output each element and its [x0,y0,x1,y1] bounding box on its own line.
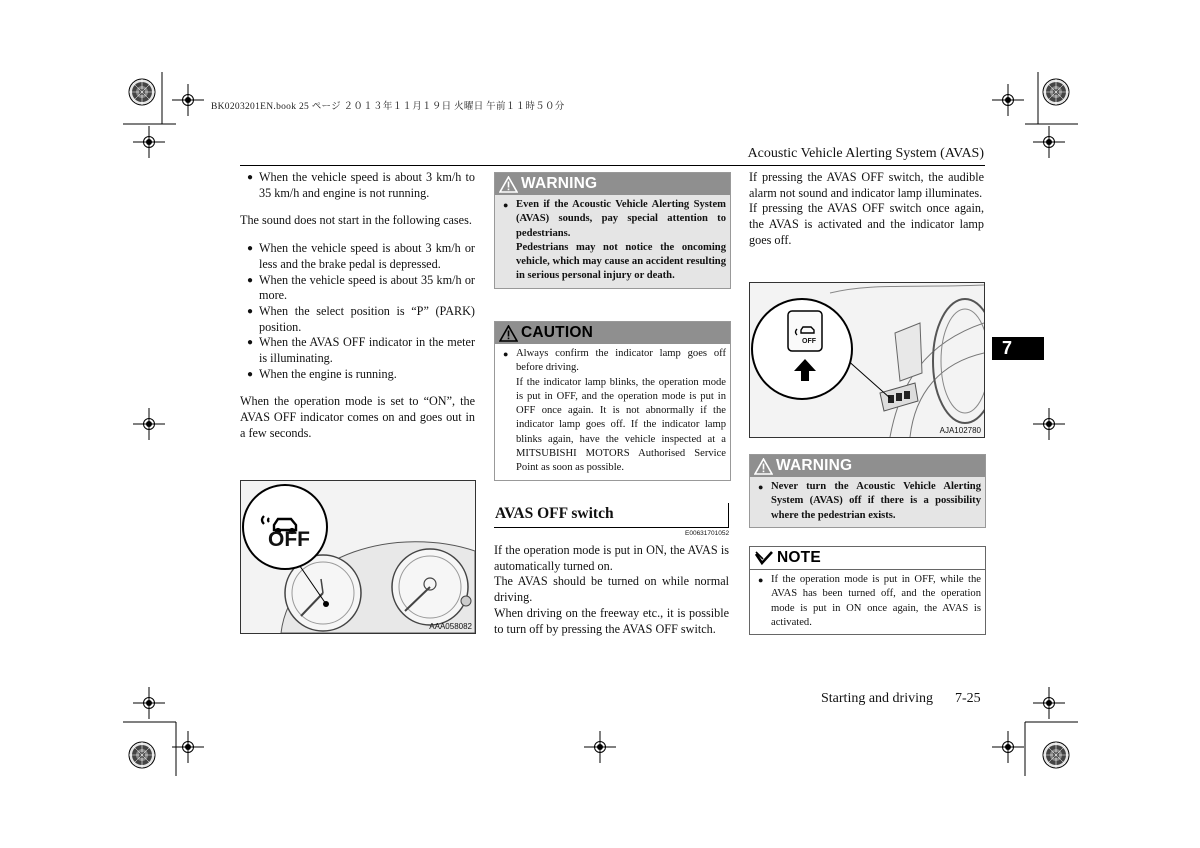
paragraph: If pressing the AVAS OFF switch once again, the AVAS is activated and the indicator lamp goes off. [749,201,984,247]
note-check-icon [754,550,774,566]
instrument-cluster-figure [240,480,476,634]
caution-body [495,344,730,480]
print-book-header: BK0203201EN.book 25 ページ ２０１３年１１月１９日 火曜日 午前１１時５０分 [211,102,565,112]
off-indicator-label: OFF [268,528,310,551]
warning-triangle-icon [499,325,518,342]
bullet-running-condition: ● When the vehicle speed is about 3 km/h to 35 km/h and engine is not running. [240,170,475,201]
right-column-text [749,170,984,249]
running-header: Acoustic Vehicle Alerting System (AVAS) [747,146,984,161]
avas-switch-illustration [750,283,984,437]
header-rule [240,165,985,166]
avas-off-switch-text [494,543,729,637]
warning-triangle-icon [499,176,518,193]
note-box [749,546,986,635]
caution-heading: CAUTION [521,324,594,341]
warning-heading: WARNING [776,457,853,474]
figure-code: AAA058082 [429,622,472,631]
warning-body [750,477,985,527]
section-rule-vertical [728,503,729,527]
figure-code: AJA102780 [939,426,981,435]
footer-page-number: 7-25 [955,691,981,706]
warning-bullet: ● Even if the Acoustic Vehicle Alerting System (AVAS) sounds, pay special attention to pedestrians. [499,198,726,241]
section-title: AVAS OFF switch [495,505,614,522]
warning-continuation: Pedestrians may not notice the oncoming vehicle, which may cause an accident resulting in serious personal injury or death. [516,241,726,282]
caution-continuation: If the indicator lamp blinks, the operation mode is put in OFF, and the operation mode is put in OFF once again. It is not abnormally if the indicator lamp goes off. If the indicator lamp blinks again, have the vehicle inspected at a MITSUBISHI MOTORS Authorised Service Point as soon as possible. [516,376,726,474]
caution-header [495,322,730,344]
switch-off-label: OFF [802,338,816,345]
paragraph: If the operation mode is put in ON, the AVAS is automatically turned on. [494,543,729,573]
warning-body [495,195,730,288]
paragraph-no-start: The sound does not start in the following cases. [240,213,472,228]
bullet-no-start-5: ● When the engine is running. [240,367,475,383]
caution-box [494,321,731,481]
bullet-no-start-1: ● When the vehicle speed is about 3 km/h or less and the brake pedal is depressed. [240,241,475,272]
instrument-cluster-illustration [241,481,475,633]
note-body [750,570,985,634]
section-rule [494,527,729,528]
paragraph-operation-mode: When the operation mode is set to “ON”, the AVAS OFF indicator comes on and goes out in a few seconds. [240,394,475,440]
section-code: E00631701052 [685,530,730,537]
paragraph: The AVAS should be turned on while normal driving. [494,574,729,605]
warning-triangle-icon [754,458,773,475]
warning-header [495,173,730,195]
bullet-no-start-2: ● When the vehicle speed is about 35 km/h or more. [240,273,475,304]
footer-section-name: Starting and driving [821,691,933,706]
warning-box-2 [749,454,986,528]
warning-header [750,455,985,477]
bullet-no-start-3: ● When the select position is “P” (PARK) position. [240,304,475,335]
warning-box [494,172,731,289]
paragraph: When driving on the freeway etc., it is possible to turn off by pressing the AVAS OFF switch. [494,605,729,636]
note-heading: NOTE [777,549,821,566]
note-header [750,547,985,569]
avas-switch-figure [749,282,985,438]
chapter-thumb-tab: 7 [992,337,1044,360]
note-bullet: ● If the operation mode is put in OFF, while the AVAS has been turned off, and the operation mode is put in ON once again, the AVAS is activated. [754,573,981,630]
caution-bullet: ● Always confirm the indicator lamp goes off before driving. [499,347,726,376]
left-column [240,170,475,442]
paragraph: If pressing the AVAS OFF switch, the audible alarm not sound and indicator lamp illuminates. [749,170,984,200]
bullet-no-start-4: ● When the AVAS OFF indicator in the meter is illuminating. [240,335,475,366]
warning-bullet: ● Never turn the Acoustic Vehicle Alerting System (AVAS) off if there is a possibility where the pedestrian exists. [754,480,981,523]
warning-heading: WARNING [521,175,598,192]
